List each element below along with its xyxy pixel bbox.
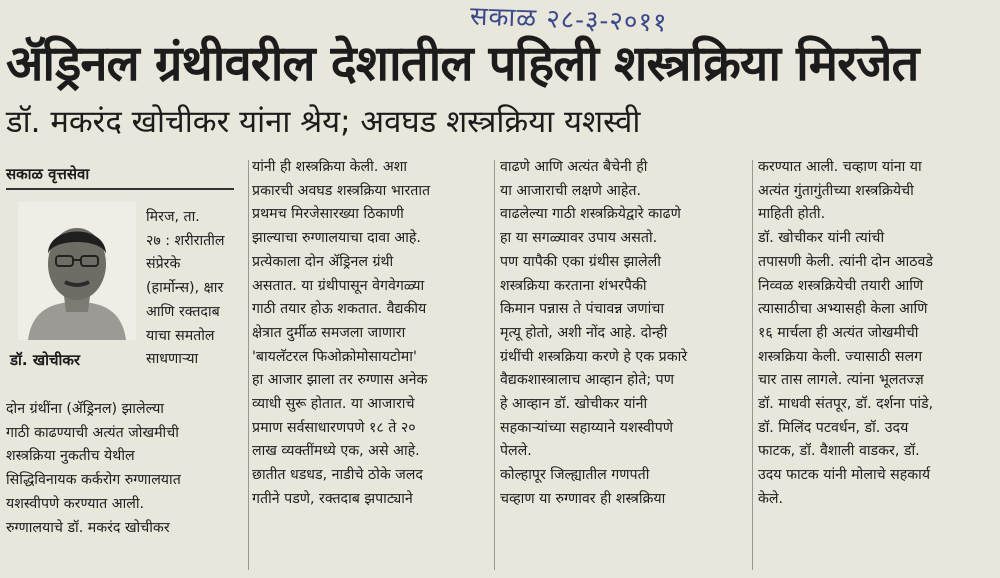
article-line: प्रमाण सर्वसाधारणपणे १८ ते २० bbox=[252, 419, 416, 436]
article-line: दोन ग्रंथींना (ॲड्रिनल) झालेल्या bbox=[6, 401, 164, 417]
column-divider bbox=[752, 160, 753, 570]
article-line: प्रत्येकाला दोन ॲड्रिनल ग्रंथी bbox=[252, 253, 394, 270]
article-line: वाढलेल्या गाठी शस्त्रक्रियेद्वारे काढणे bbox=[500, 206, 681, 223]
article-line: क्षेत्रात दुर्मीळ समजला जाणारा bbox=[252, 324, 406, 341]
article-line: याचा समतोल bbox=[146, 327, 215, 344]
author-photo bbox=[18, 202, 136, 340]
article-line: हा या सगळ्यावर उपाय असतो. bbox=[500, 230, 658, 247]
article-line: वाढणे आणि अत्यंत बैचेनी ही bbox=[500, 159, 648, 175]
article-line: यांनी ही शस्त्रक्रिया केली. अशा bbox=[252, 159, 408, 175]
article-line: करण्यात आली. चव्हाण यांना या bbox=[758, 159, 922, 175]
article-line: डॉ. माधवी संतपूर, डॉ. दर्शना पांडे, bbox=[758, 396, 934, 413]
article-line: हा आजार झाला तर रुग्णास अनेक bbox=[252, 372, 428, 389]
article-line: सहकाऱ्यांच्या सहाय्याने यशस्वीपणे bbox=[500, 419, 674, 436]
article-line: (हार्मोन्स), क्षार bbox=[146, 280, 224, 297]
article-line: त्यासाठीचा अभ्यासही केला आणि bbox=[758, 301, 928, 318]
article-line: फाटक, डॉ. वैशाली वाडकर, डॉ. bbox=[758, 443, 920, 460]
byline-divider bbox=[6, 188, 234, 190]
photo-caption: डॉ. खोचीकर bbox=[10, 351, 81, 369]
article-column-1-side bbox=[146, 206, 246, 372]
article-line: कोल्हापूर जिल्ह्यातील गणपती bbox=[500, 467, 650, 484]
article-line: झाल्याचा रुग्णालयाचा दावा आहे. bbox=[252, 230, 421, 247]
article-line: पण यापैकी एका ग्रंथीस झालेली bbox=[500, 253, 661, 270]
headline: ॲड्रिनल ग्रंथीवरील देशातील पहिली शस्त्रक्रिया मिरजेत bbox=[6, 35, 919, 92]
subheadline: डॉ. मकरंद खोचीकर यांना श्रेय; अवघड शस्त्रक्रिया यशस्वी bbox=[6, 104, 641, 140]
article-line: हे आव्हान डॉ. खोचीकर यांनी bbox=[500, 396, 648, 413]
article-line: मिरज, ता. bbox=[146, 209, 200, 225]
article-line: असतात. या ग्रंथीपासून वेगवेगळ्या bbox=[252, 277, 425, 294]
article-line: गाठी तयार होऊ शकतात. वैद्यकीय bbox=[252, 301, 427, 318]
article-column-3 bbox=[500, 156, 748, 512]
byline: सकाळ वृत्तसेवा bbox=[6, 165, 90, 183]
article-line: लाख व्यक्तींमध्ये एक, असे आहे. bbox=[252, 443, 420, 460]
article-line: पेलले. bbox=[500, 443, 532, 460]
article-line: वैद्यकशास्त्रालाच आव्हान होते; पण bbox=[500, 372, 674, 389]
article-line: निव्वळ शस्त्रक्रियेची तयारी आणि bbox=[758, 277, 924, 294]
article-line: आणि रक्तदाब bbox=[146, 303, 220, 320]
article-line: शस्त्रक्रिया नुकतीच येथील bbox=[6, 448, 135, 465]
article-line: प्रकारची अवघड शस्त्रक्रिया भारतात bbox=[252, 182, 431, 199]
article-line: संप्रेरके bbox=[146, 256, 181, 273]
column-divider bbox=[494, 160, 495, 570]
article-line: सिद्धिविनायक कर्करोग रुग्णालयात bbox=[6, 472, 181, 489]
article-line: चार तास लागले. त्यांना भूलतज्ज्ञ bbox=[758, 372, 924, 389]
article-line: व्याधी सुरू होतात. या आजाराचे bbox=[252, 396, 415, 413]
handwritten-date-note: सकाळ २८-३-२०११ bbox=[469, 1, 668, 39]
article-line: उदय फाटक यांनी मोलाचे सहकार्य bbox=[758, 467, 931, 484]
article-line: यशस्वीपणे करण्यात आली. bbox=[6, 495, 145, 512]
article-line: माहिती होती. bbox=[758, 206, 826, 223]
article-line: 'बायलॅटरल फिओक्रोमोसायटोमा' bbox=[252, 348, 417, 365]
article-column-2 bbox=[252, 156, 490, 512]
article-line: शस्त्रक्रिया केली. ज्यासाठी सलग bbox=[758, 348, 923, 365]
article-line: किमान पन्नास ते पंचावन्न जणांचा bbox=[500, 301, 665, 318]
article-line: शस्त्रक्रिया करताना शंभरपैकी bbox=[500, 277, 647, 294]
article-line: अत्यंत गुंतागुंतीच्या शस्त्रक्रियेची bbox=[758, 182, 914, 199]
article-line: डॉ. खोचीकर यांनी त्यांची bbox=[758, 230, 885, 247]
article-line: मृत्यू होतो, अशी नोंद आहे. दोन्ही bbox=[500, 324, 668, 341]
article-line: केले. bbox=[758, 490, 784, 507]
article-line: गाठी काढण्याची अत्यंत जोखमीची bbox=[6, 424, 179, 441]
article-line: ग्रंथींची शस्त्रक्रिया करणे हे एक प्रकारे bbox=[500, 348, 688, 365]
article-line: साधणाऱ्या bbox=[146, 351, 199, 368]
article-line: डॉ. मिलिंद पटवर्धन, डॉ. उदय bbox=[758, 419, 909, 436]
article-line: प्रथमच मिरजेसारख्या ठिकाणी bbox=[252, 206, 404, 223]
article-line: तपासणी केली. त्यांनी दोन आठवडे bbox=[758, 253, 933, 270]
article-column-4 bbox=[758, 156, 996, 512]
article-line: २७ : शरीरातील bbox=[146, 232, 225, 249]
article-line: छातीत धडधड, नाडीचे ठोके जलद bbox=[252, 467, 423, 484]
article-line: १६ मार्चला ही अत्यंत जोखमीची bbox=[758, 324, 919, 341]
article-column-1 bbox=[6, 398, 246, 540]
article-line: चव्हाण या रुग्णावर ही शस्त्रक्रिया bbox=[500, 490, 666, 507]
article-line: या आजाराची लक्षणे आहेत. bbox=[500, 182, 641, 199]
column-divider bbox=[248, 160, 249, 570]
article-line: रुग्णालयाचे डॉ. मकरंद खोचीकर bbox=[6, 519, 170, 536]
article-line: गतीने पडणे, रक्तदाब झपाट्याने bbox=[252, 490, 413, 507]
